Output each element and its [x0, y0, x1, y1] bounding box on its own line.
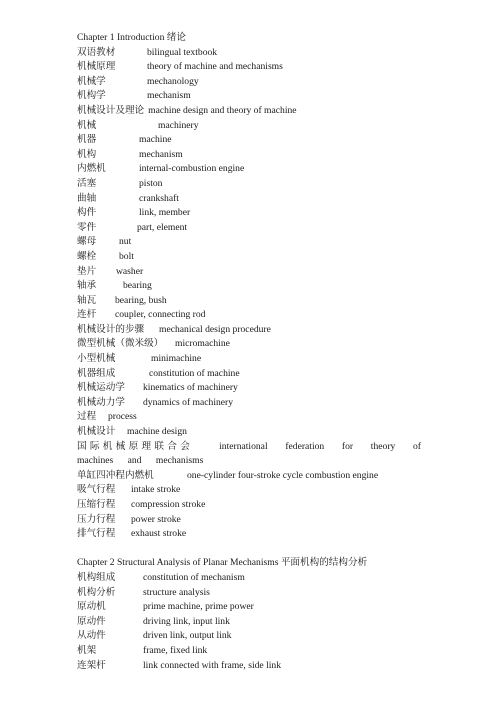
term-zh: 机械 — [77, 119, 97, 131]
term-row — [77, 586, 421, 601]
term-en: internal-combustion engine — [139, 163, 245, 175]
term-row — [77, 367, 421, 382]
term-en: micromachine — [175, 338, 230, 350]
term-row — [77, 119, 421, 134]
term-zh: 机器组成 — [77, 367, 116, 379]
term-zh: 机构组成 — [77, 571, 116, 583]
term-zh: 从动件 — [77, 630, 106, 642]
term-en: compression stroke — [131, 499, 206, 510]
term-row — [77, 337, 421, 352]
term-zh: 吸气行程 — [77, 484, 116, 496]
term-row — [77, 659, 421, 674]
term-row — [77, 527, 421, 542]
term-row — [77, 75, 421, 90]
term-en: mechanology — [147, 75, 199, 87]
term-zh: 机构 — [77, 148, 97, 160]
term-en: mechanism — [139, 148, 183, 160]
term-en: link connected with frame, side link — [143, 659, 282, 671]
term-zh: 机器 — [77, 134, 97, 146]
term-en: part, element — [137, 221, 188, 233]
term-row — [77, 104, 421, 119]
term-row — [77, 629, 421, 644]
term-en: dynamics of machinery — [143, 396, 234, 408]
term-row — [77, 410, 421, 425]
term-row — [77, 469, 421, 484]
term-zh: 双语教材 — [77, 46, 116, 58]
term-zh: 机械动力学 — [77, 396, 125, 408]
term-zh: 机构分析 — [77, 586, 116, 598]
term-row — [77, 192, 421, 207]
term-zh: 曲轴 — [77, 192, 97, 204]
term-zh: 零件 — [77, 221, 97, 233]
term-en: power stroke — [131, 513, 181, 525]
term-zh: 螺母 — [77, 236, 97, 248]
term-en: mechanism — [147, 90, 191, 102]
term-row — [77, 615, 421, 630]
term-row — [77, 308, 421, 323]
term-row — [77, 644, 421, 659]
term-zh: 内燃机 — [77, 163, 106, 175]
term-row — [77, 89, 421, 104]
term-row — [77, 352, 421, 367]
term-zh: 压力行程 — [77, 513, 116, 525]
term-zh: 单缸四冲程内燃机 — [77, 469, 154, 481]
term-zh: 原动机 — [77, 601, 106, 613]
term-en: kinematics of machinery — [143, 382, 238, 394]
term-en: structure analysis — [143, 586, 210, 598]
term-row — [77, 235, 421, 250]
term-en: international federation for theory of machines and mechanisms — [77, 440, 422, 467]
term-zh: 微型机械（微米级） — [77, 338, 164, 350]
term-row — [77, 162, 421, 177]
term-zh: 机械设计 — [77, 426, 116, 438]
term-zh: 螺栓 — [77, 250, 97, 262]
term-en: mechanical design procedure — [159, 323, 271, 335]
term-zh: 压缩行程 — [77, 499, 116, 510]
term-en: piston — [139, 177, 163, 189]
term-en: prime machine, prime power — [143, 601, 254, 613]
term-row — [77, 279, 421, 294]
term-en: machine design and theory of machine — [148, 104, 297, 116]
term-row — [77, 177, 421, 192]
term-en: bolt — [119, 250, 134, 262]
term-zh: 连架杆 — [77, 659, 106, 671]
term-zh: 过程 — [77, 411, 97, 423]
term-en: constitution of machine — [149, 367, 240, 379]
term-en: nut — [119, 236, 132, 248]
term-row — [77, 381, 421, 396]
term-zh: 排气行程 — [77, 528, 116, 540]
term-en: bilingual textbook — [147, 46, 218, 58]
term-en: process — [108, 411, 137, 423]
term-row — [77, 294, 421, 309]
term-row — [77, 425, 421, 440]
term-en: link, member — [139, 207, 191, 219]
term-row — [77, 221, 421, 236]
term-en: coupler, connecting rod — [115, 309, 206, 321]
term-row — [77, 440, 421, 469]
term-en: exhaust stroke — [131, 528, 187, 540]
term-zh: 连杆 — [77, 309, 97, 321]
term-row — [77, 323, 421, 338]
term-row — [77, 133, 421, 148]
chapter-2-title: Chapter 2 Structural Analysis of Planar Mechanisms 平面机构的结构分析 — [77, 557, 368, 569]
term-en: bearing — [123, 280, 152, 292]
term-en: crankshaft — [139, 192, 179, 204]
term-zh: 小型机械 — [77, 353, 116, 365]
glossary-content — [77, 31, 421, 673]
term-row — [77, 250, 421, 265]
term-zh: 轴瓦 — [77, 294, 97, 306]
term-row — [77, 46, 421, 61]
term-zh: 垫片 — [77, 265, 97, 277]
term-row — [77, 600, 421, 615]
term-en: machine — [139, 134, 172, 146]
term-en: theory of machine and mechanisms — [147, 61, 283, 73]
term-en: bearing, bush — [115, 294, 167, 306]
term-en: minimachine — [151, 353, 202, 365]
term-zh: 机械运动学 — [77, 382, 125, 394]
term-en: machinery — [158, 119, 199, 131]
term-row — [77, 498, 421, 513]
term-row — [77, 396, 421, 411]
term-zh: 机械设计的步骤 — [77, 323, 145, 335]
term-en: driven link, output link — [143, 630, 232, 642]
term-en: frame, fixed link — [143, 644, 208, 656]
term-row — [77, 571, 421, 586]
term-zh: 活塞 — [77, 177, 97, 189]
term-zh: 原动件 — [77, 615, 106, 627]
section-spacer — [77, 542, 421, 557]
term-row — [77, 148, 421, 163]
term-en: constitution of mechanism — [143, 571, 245, 583]
term-en: one-cylinder four-stroke cycle combustion engine — [187, 469, 379, 481]
term-zh: 机构学 — [77, 90, 106, 102]
term-en: driving link, input link — [143, 615, 230, 627]
term-row — [77, 265, 421, 280]
term-zh: 轴承 — [77, 280, 97, 292]
term-row — [77, 483, 421, 498]
term-zh: 构件 — [77, 207, 97, 219]
term-en: washer — [116, 265, 144, 277]
term-zh: 机架 — [77, 644, 97, 656]
term-row — [77, 513, 421, 528]
term-en: machine design — [127, 426, 187, 438]
term-zh: 机械设计及理论 — [77, 104, 145, 116]
chapter-1-title: Chapter 1 Introduction 绪论 — [77, 32, 186, 43]
term-zh: 国际机械原理联合会 — [77, 440, 194, 452]
term-zh: 机械原理 — [77, 61, 116, 73]
term-row — [77, 60, 421, 75]
term-zh: 机械学 — [77, 75, 106, 87]
term-en: intake stroke — [131, 484, 181, 496]
term-row — [77, 206, 421, 221]
